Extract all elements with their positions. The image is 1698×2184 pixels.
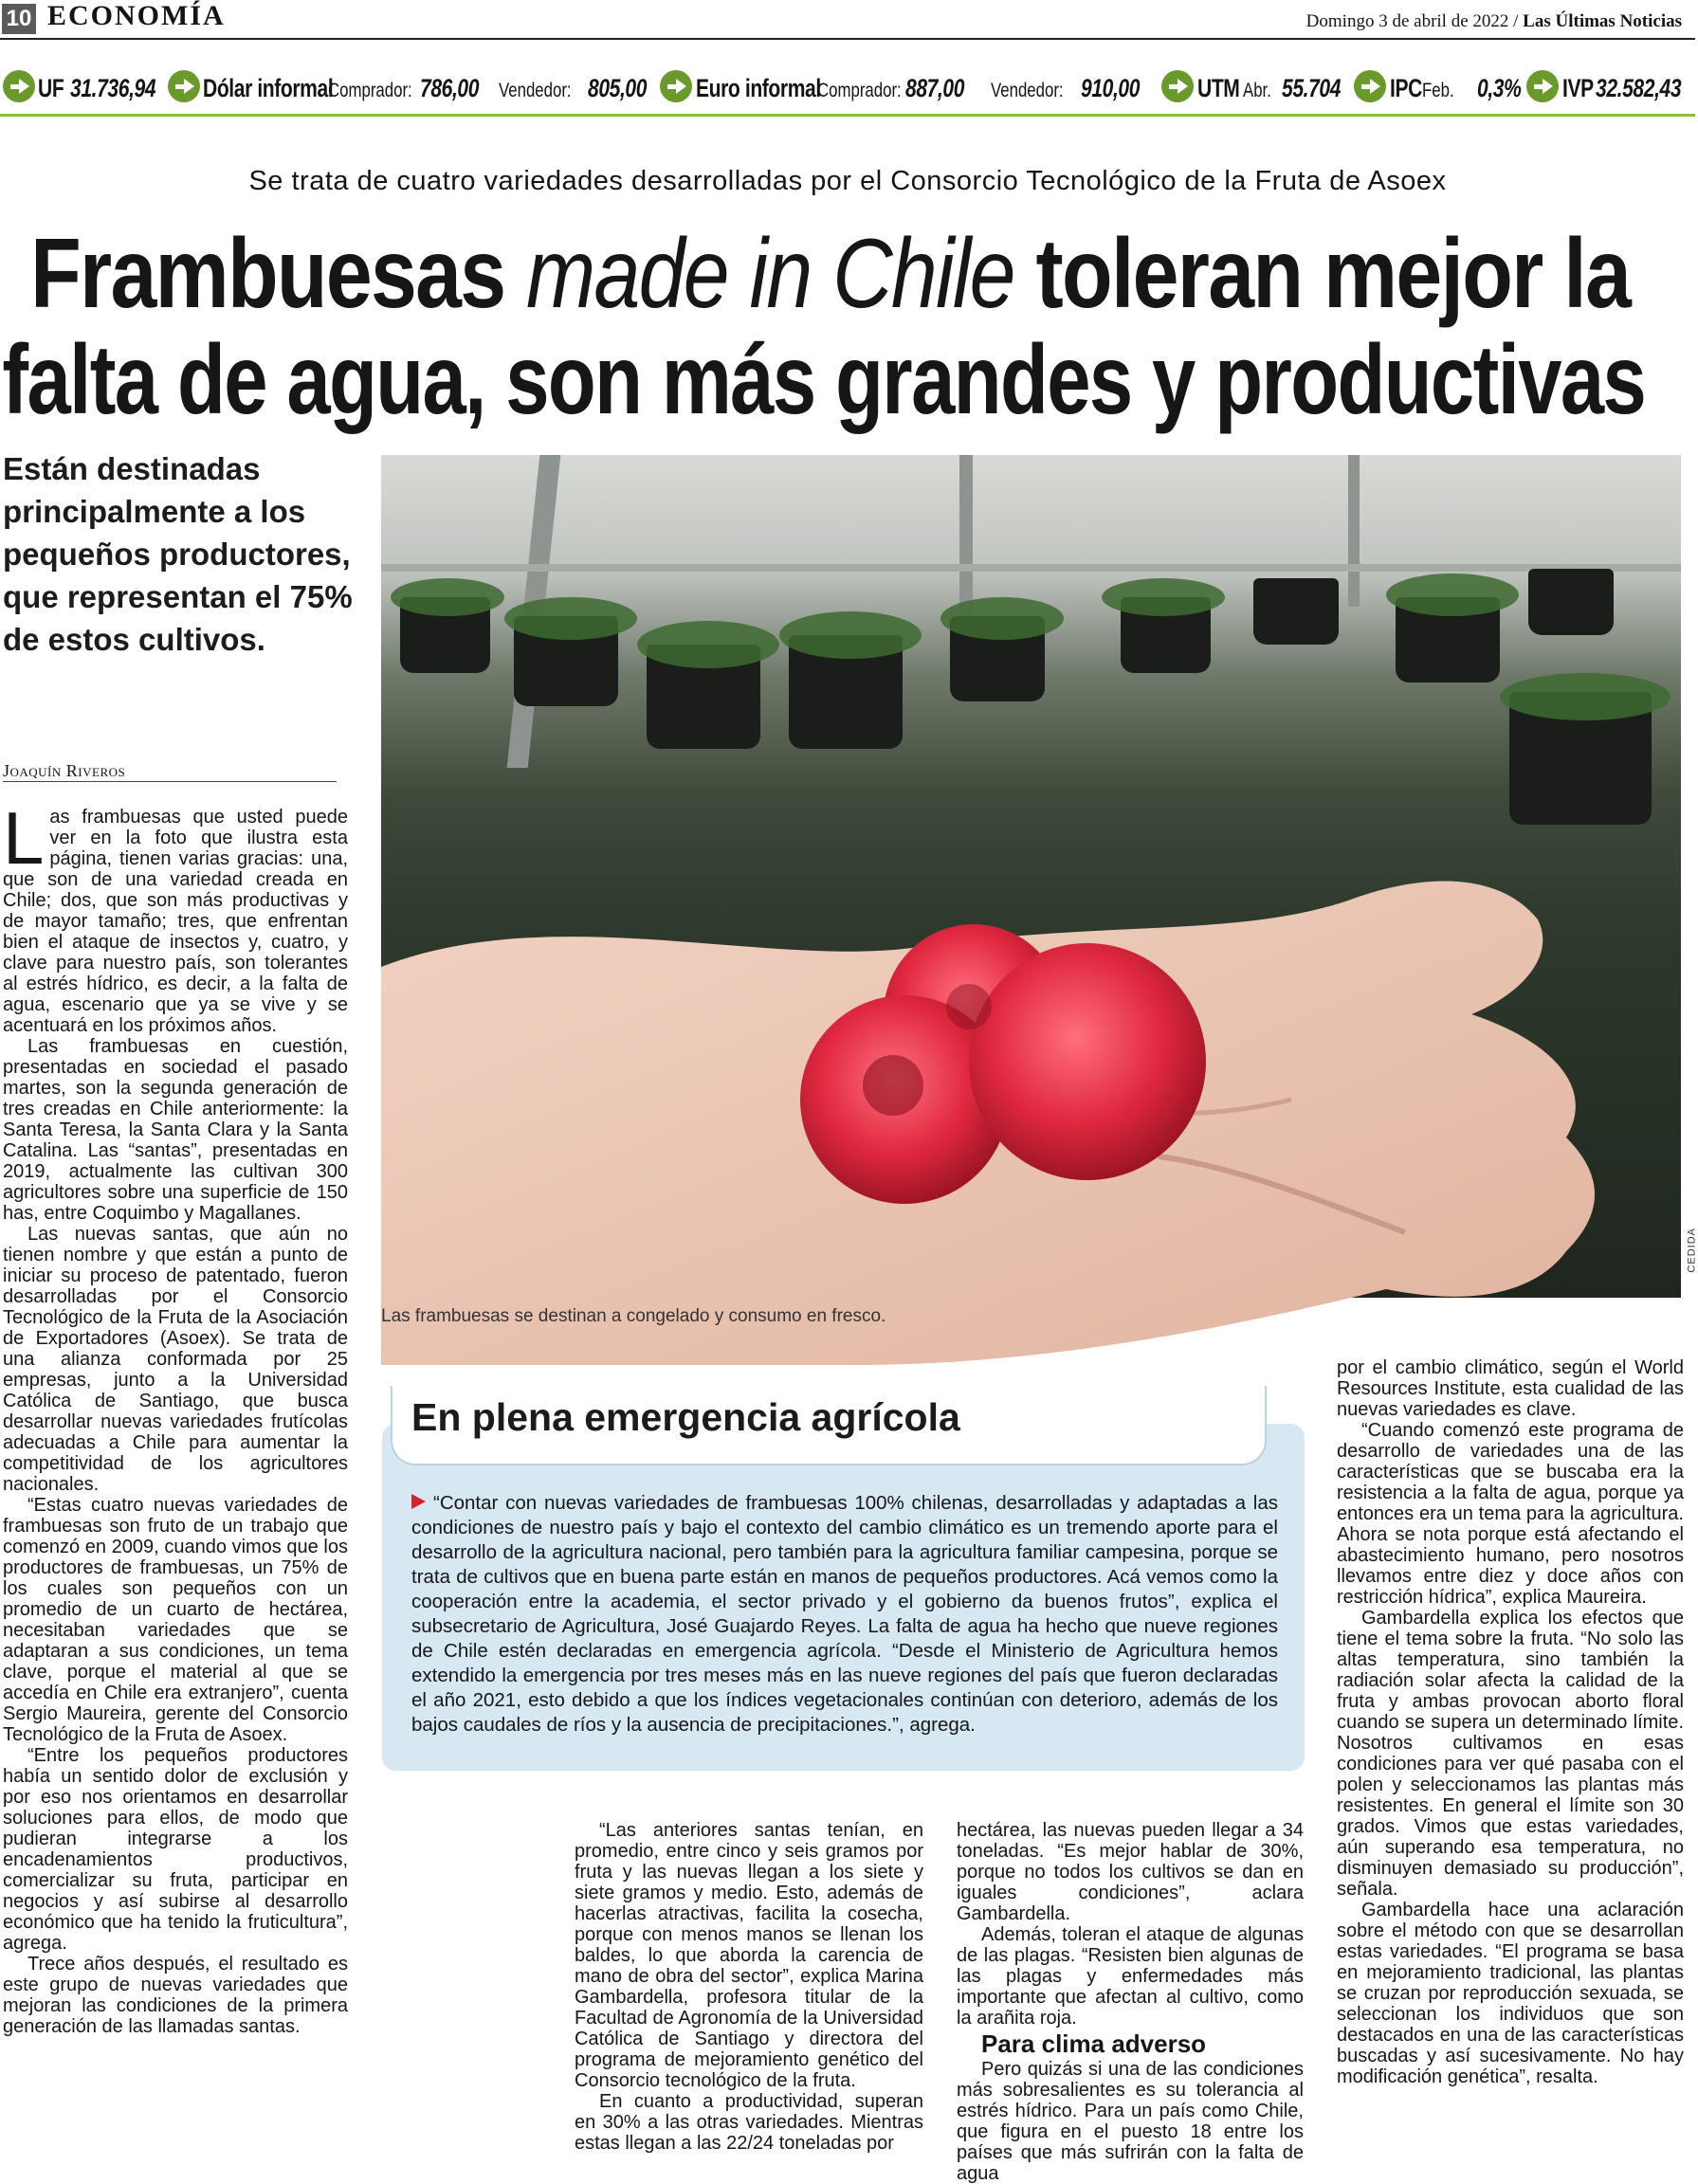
triangle-marker-icon — [411, 1494, 426, 1509]
indicator-name: UTM — [1197, 74, 1240, 102]
body-paragraph: Pero quizás si una de las condiciones más sobresalientes es su tolerancia al estrés hídrico. Para un país como Chile, que figura en el puesto 18 entre los países que más sufrirán con la falta de agua — [957, 2059, 1304, 2184]
body-column-3 — [957, 1820, 1304, 2184]
indicator-value: 31.736,94 — [70, 74, 156, 102]
page-number: 10 — [2, 4, 36, 34]
indicator-label: Comprador: — [817, 80, 902, 101]
article-deck: Están destinadas principalmente a los pequeños productores, que representan el 75% de estos cultivos. — [3, 451, 353, 657]
indicator-value: 887,00 — [905, 74, 965, 102]
body-column-2 — [575, 1820, 923, 2154]
sidebar-box-title: En plena emergencia agrícola — [411, 1395, 960, 1439]
body-paragraph: por el cambio climático, según el World Resources Institute, esta cualidad de las nuevas variedades es clave. — [1337, 1357, 1684, 1420]
section-title: ECONOMÍA — [47, 0, 226, 31]
indicator-label: Abr. — [1243, 80, 1271, 101]
plant-leaves — [779, 611, 922, 659]
byline: Joaquín Riveros — [3, 761, 126, 780]
photo-credit: CEDIDA — [1687, 1228, 1698, 1273]
body-paragraph: “Las anteriores santas tenían, en promedio, entre cinco y seis gramos por fruta y las nuevas llegan a los siete y siete gramos y medio. Esto, además de hacerlas atractivas, facilita la cosecha, porque con menos manos se llenan los baldes, lo que aborda la carencia de mano de obra del sector”, explica Marina Gambardella, profesora titular de la Facultad de Agronomía de la Universidad Católica de Santiago y directora del programa de mejoramiento genético del Consorcio tecnológico de la fruta. — [575, 1820, 923, 2091]
indicator-value: 0,3% — [1477, 74, 1522, 102]
arrow-right-icon — [1354, 70, 1386, 102]
body-paragraph: “Estas cuatro nuevas variedades de frambuesas son fruto de un trabajo que comenzó en 2009, cuando vimos que los productores de frambuesas, un 75% de los cuales son pequeños con un promedio de un cuarto de hectárea, necesitaban variedades que se adaptaran a sus condiciones, un tema clave, porque el material al que se accedía en Chile era extranjero”, cuenta Sergio Maureira, gerente del Consorcio Tecnológico de la Fruta de Asoex. — [3, 1495, 348, 1745]
body-column-4 — [1337, 1357, 1684, 2087]
indicator-name: UF — [38, 74, 64, 102]
indicator-label: Vendedor: — [991, 80, 1064, 101]
plant-pot — [1253, 578, 1339, 645]
economic-indicators — [0, 70, 1695, 118]
indicator-value: 32.582,43 — [1596, 74, 1682, 102]
indicator-value: 910,00 — [1081, 74, 1141, 102]
body-paragraph: “Cuando comenzó este programa de desarrollo de variedades una de las características que se buscaba era la resistencia a la falta de agua, porque ya entonces era un tema para la agricultura. Ahora se nota porque está afectando el abastecimiento humano, pero nosotros llevamos entre diez y doce años con restricción hídrica”, explica Maureira. — [1337, 1420, 1684, 1608]
byline-rule — [3, 781, 337, 782]
indicator-name: Euro informal — [696, 74, 821, 102]
greenhouse-rail — [381, 564, 1681, 572]
indicator-name: IPC — [1390, 74, 1422, 102]
indicator-value: 786,00 — [420, 74, 480, 102]
arrow-right-icon — [168, 70, 200, 102]
plant-leaves — [1500, 673, 1671, 720]
plant-leaves — [1102, 578, 1225, 616]
body-paragraph: Gambardella explica los efectos que tiene el tema sobre la fruta. “No solo las altas temperatura, sino también la radiación solar afecta la calidad de la fruta y ambas provocan aborto floral cuando se supera un determinado límite. Nosotros cultivamos en esas condiciones para ver qué pasaba con el polen y seleccionamos las plantas más resistentes. En general el límite son 30 grados. Vimos que estas variedades, aún superando esa temperatura, no disminuyen demasiado su producción”, señala. — [1337, 1608, 1684, 1900]
plant-leaves — [391, 578, 504, 616]
article-headline — [0, 221, 1695, 433]
body-paragraph: Gambardella hace una aclaración sobre el método con que se desarrollan estas variedades. “El programa se basa en mejoramiento tradicional, las plantas se cruzan por reproducción sexuada, se seleccionan los individuos que son destacados en una de las características buscadas y así sucesivamente. No hay modificación genética”, resalta. — [1337, 1900, 1684, 2087]
body-paragraph: En cuanto a productividad, superan en 30% a las otras variedades. Mientras estas llegan a las 22/24 toneladas por — [575, 2091, 923, 2154]
indicator-value: 55.704 — [1282, 74, 1342, 102]
drop-cap: L — [3, 796, 45, 880]
body-paragraph: Las frambuesas que usted puede ver en la foto que ilustra esta página, tienen varias gracias: una, que son de una variedad creada en Chile; dos, que son más productivas y de mayor tamaño; tres, que enfrentan bien el ataque de insectos y, cuatro, y clave para nuestro país, son tolerantes al estrés hídrico, es decir, a la falta de agua, escenario que ya se vive y se acentuará en los próximos años. — [3, 796, 348, 1036]
plant-pot — [1528, 569, 1614, 635]
body-paragraph: Trece años después, el resultado es este grupo de nuevas variedades que mejoran las condiciones de la primera generación de las llamadas santas. — [3, 1954, 348, 2037]
headline-italic: made in Chile — [526, 219, 1014, 329]
body-column-1 — [3, 796, 348, 2037]
plant-leaves — [1386, 573, 1519, 616]
body-paragraph: Además, toleran el ataque de algunas de las plagas. “Resisten bien algunas de las plagas y enfermedades más importante que afectan al cultivo, como la arañita roja. — [957, 1924, 1304, 2029]
photo-caption: Las frambuesas se destinan a congelado y consumo en fresco. — [381, 1306, 886, 1326]
body-paragraph: “Entre los pequeños productores había un sentido dolor de exclusión y por eso nos orientamos en desarrollar soluciones para ellos, de modo que pudieran integrarse a los encadenamientos productivos, comercializar su fruta, participar en negocios y así subirse al desarrollo económico que ha tenido la fruticultura”, agrega. — [3, 1745, 348, 1954]
body-paragraph: hectárea, las nuevas pueden llegar a 34 toneladas. “Es mejor hablar de 30%, porque no todos los cultivos se dan en iguales condiciones”, aclara Gambardella. — [957, 1820, 1304, 1924]
headline-line-2: falta de agua, son más grandes y productivas — [2, 325, 1646, 435]
headline-part-1: Frambuesas — [30, 219, 527, 329]
arrow-right-icon — [660, 70, 692, 102]
indicator-label: Feb. — [1422, 80, 1454, 101]
headline-line-1 — [0, 219, 1631, 329]
body-paragraph: Las nuevas santas, que aún no tienen nombre y que están a punto de iniciar su proceso de patentado, fueron desarrolladas por el Consorcio Tecnológico de la Fruta de la Asociación de Exportadores (Asoex). Se trata de una alianza conformada por 25 empresas, junto a la Universidad Católica de Santiago, que busca desarrollar nuevas variedades frutícolas adecuadas a Chile para aumentar la competitividad de los agricultores nacionales. — [3, 1224, 348, 1495]
arrow-right-icon — [1526, 70, 1559, 102]
article-photo — [381, 455, 1698, 1298]
plant-leaves — [637, 621, 779, 668]
section-subhead: Para clima adverso — [981, 2029, 1207, 2058]
greenhouse-beam — [1348, 455, 1360, 607]
header-rule — [0, 38, 1695, 40]
raspberry — [969, 943, 1206, 1180]
indicator-label: Vendedor: — [499, 80, 572, 101]
dateline — [1306, 11, 1682, 32]
publication-name: Las Últimas Noticias — [1523, 11, 1682, 31]
arrow-right-icon — [3, 70, 35, 102]
indicator-name: Dólar informal — [203, 74, 334, 102]
indicator-rule — [0, 114, 1695, 117]
headline-part-3: toleran mejor la — [1013, 219, 1631, 329]
article-kicker: Se trata de cuatro variedades desarrolladas por el Consorcio Tecnológico de la Fruta de Asoex — [248, 166, 1447, 196]
sidebar-box-text: “Contar con nuevas variedades de frambuesas 100% chilenas, desarrolladas y adaptadas a las condiciones de nuestro país y bajo el contexto del cambio climático es un tremendo aporte para el desarrollo de la agricultura nacional, pero también para la agricultura familiar campesina, porque se trata de cultivos que en buena parte están en manos de pequeños productores. Acá vemos como la cooperación entre la academia, el sector privado y el gobierno da buenos frutos”, explica el subsecretario de Agricultura, José Guajardo Reyes. La falta de agua ha hecho que nueve regiones de Chile estén declaradas en emergencia agrícola. “Desde el Ministerio de Agricultura hemos extendido la emergencia por tres meses más en las nueve regiones del país que fueron declaradas el año 2021, esto debido a que los índices vegetacionales continúan con deterioro, además de los bajos caudales de ríos y la ausencia de precipitaciones.”, agrega. — [411, 1492, 1278, 1736]
hand-with-raspberries — [381, 758, 1681, 1365]
indicator-value: 805,00 — [588, 74, 648, 102]
indicator-name: IVP — [1562, 74, 1594, 102]
arrow-right-icon — [1161, 70, 1194, 102]
plant-leaves — [940, 597, 1064, 640]
indicator-label: Comprador: — [328, 80, 412, 101]
issue-date: Domingo 3 de abril de 2022 / — [1305, 11, 1519, 31]
plant-leaves — [504, 597, 637, 640]
body-paragraph: Las frambuesas en cuestión, presentadas en sociedad el pasado martes, son la segunda generación de tres creadas en Chile anteriormente: la Santa Teresa, la Santa Clara y la Santa Catalina. Las “santas”, presentadas en 2019, actualmente las cultivan 300 agricultores sobre una superficie de 150 has, entre Coquimbo y Magallanes. — [3, 1036, 348, 1224]
